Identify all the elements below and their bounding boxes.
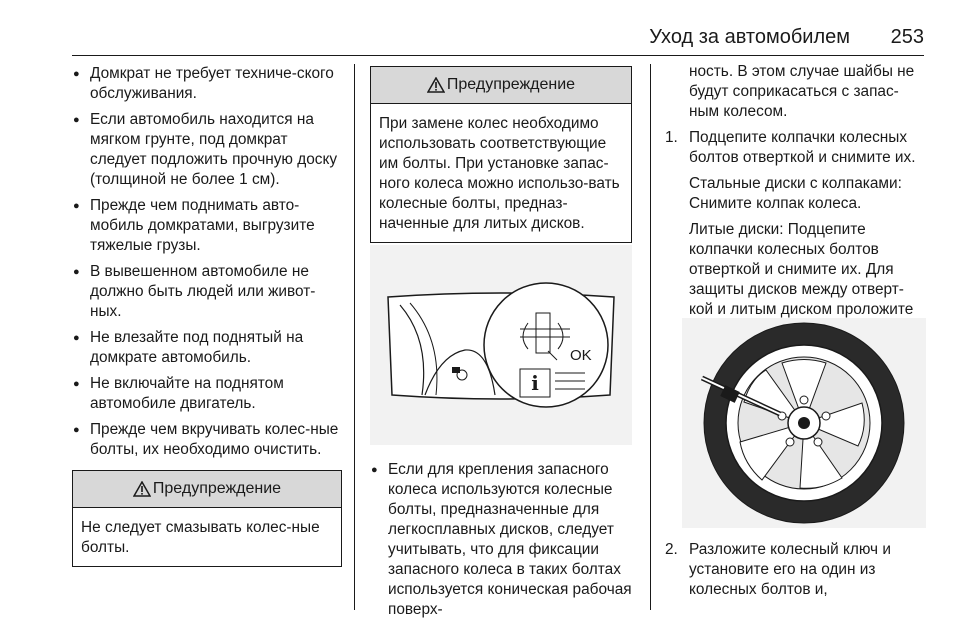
warning-text: Не следует смазывать колес-ные болты. bbox=[81, 519, 320, 556]
wheel-bolt-illustration bbox=[370, 245, 632, 445]
warning-header bbox=[371, 67, 631, 104]
column-1 bbox=[72, 64, 342, 567]
wheel-image bbox=[682, 318, 926, 528]
list-item: ● Прежде чем поднимать авто-мобиль домкратами, выгрузите тяжелые грузы. bbox=[72, 196, 342, 256]
column-2 bbox=[370, 66, 632, 243]
list-item: ● Домкрат не требует техниче-ского обслуживания. bbox=[72, 64, 342, 104]
wheel-bolt-diagram-icon bbox=[370, 245, 632, 445]
bullet-list bbox=[72, 64, 342, 460]
list-item: ● Не влезайте под поднятый на домкрате автомобиль. bbox=[72, 328, 342, 368]
column-2-lower bbox=[370, 460, 632, 626]
header-title: Уход за автомобилем bbox=[649, 26, 850, 48]
warning-triangle-icon bbox=[133, 481, 151, 497]
warning-text: При замене колес необходимо использовать соответствующие им болты. При установке запас-ного колеса можно использо-вать колесные болты, предназ-наченные для литых дисков. bbox=[379, 115, 620, 232]
step-number: 1. bbox=[665, 129, 678, 146]
alloy-wheel-icon bbox=[682, 318, 926, 528]
warning-box bbox=[370, 66, 632, 243]
step-subtext: Литые диски: Подцепите колпачки колесных болтов отверткой и снимите их. Для защиты дисков между отверт-кой и литым диском проложите bbox=[689, 221, 914, 318]
continuation-text: ность. В этом случае шайбы не будут соприкасаться с запас-ным колесом. bbox=[689, 63, 915, 120]
step-subtext: Стальные диски с колпаками: Снимите колпак колеса. bbox=[689, 175, 902, 212]
list-item: ● В вывешенном автомобиле не должно быть людей или живот-ных. bbox=[72, 262, 342, 322]
list-item: ● Не включайте на поднятом автомобиле двигатель. bbox=[72, 374, 342, 414]
page-header bbox=[0, 0, 960, 56]
column-divider-2 bbox=[650, 64, 651, 610]
warning-triangle-icon bbox=[427, 77, 445, 93]
column-3 bbox=[665, 62, 927, 346]
svg-text:i: i bbox=[531, 371, 539, 395]
page-number: 253 bbox=[890, 26, 924, 48]
step-list bbox=[665, 128, 927, 168]
header-rule bbox=[72, 55, 924, 56]
list-item: ● Прежде чем вкручивать колес-ные болты, их необходимо очистить. bbox=[72, 420, 342, 460]
step-list bbox=[665, 540, 927, 600]
step-text: Подцепите колпачки колесных болтов отверткой и снимите их. bbox=[689, 129, 916, 166]
warning-box bbox=[72, 470, 342, 567]
column-3-lower bbox=[665, 540, 927, 606]
list-item: ● Если автомобиль находится на мягком грунте, под домкрат следует подложить прочную доску (толщиной не более 1 см). bbox=[72, 110, 342, 190]
ok-label: OK bbox=[570, 347, 592, 364]
bullet-list bbox=[370, 460, 632, 620]
warning-title: Предупреждение bbox=[152, 480, 282, 497]
warning-title: Предупреждение bbox=[446, 76, 576, 93]
step-number: 2. bbox=[665, 541, 678, 558]
warning-header bbox=[73, 471, 341, 508]
list-item: ● Если для крепления запасного колеса используются колесные болты, предназначенные для легкосплавных дисков, следует учитывать, что для фиксации запасного колеса в таких болтах используется коническая рабочая поверх- bbox=[370, 460, 632, 620]
list-item bbox=[665, 540, 927, 600]
column-divider-1 bbox=[354, 64, 355, 610]
step-text: Разложите колесный ключ и установите его на один из колесных болтов и, bbox=[689, 541, 891, 598]
list-item bbox=[665, 128, 927, 168]
